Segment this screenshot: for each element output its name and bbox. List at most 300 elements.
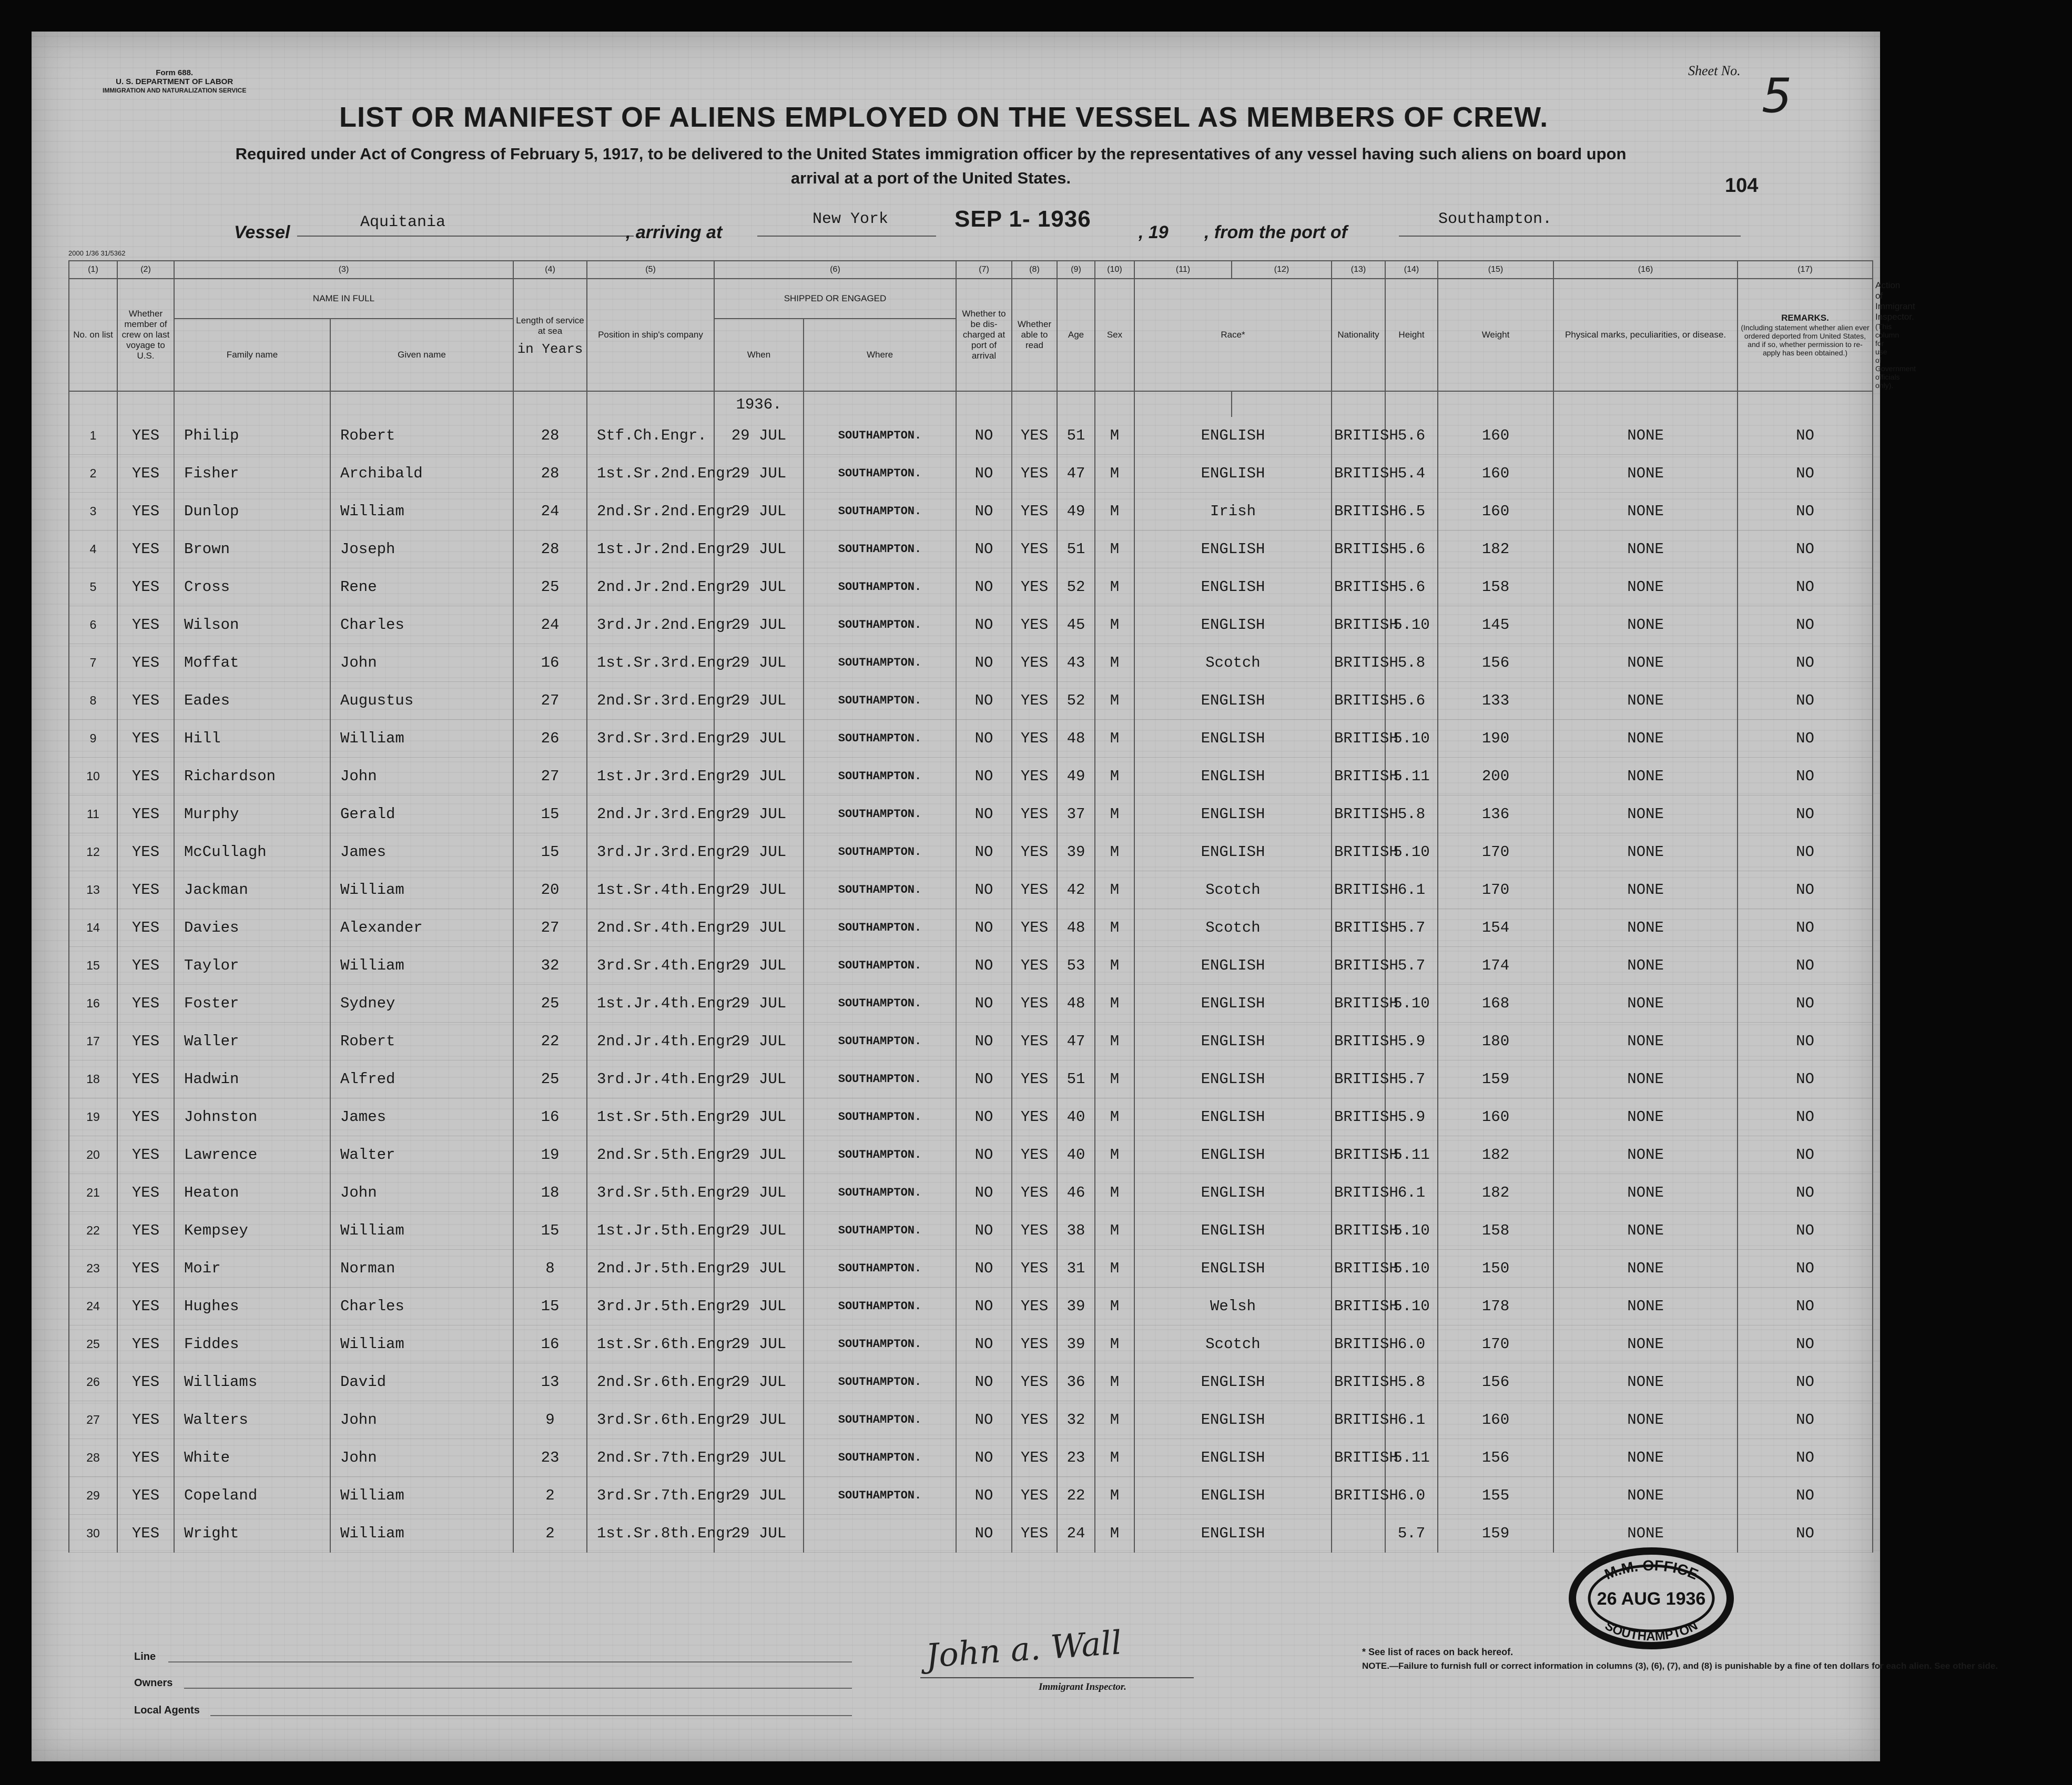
sex-cell: M bbox=[1095, 531, 1134, 568]
position-cell: 2nd.Jr.4th.Engr. bbox=[587, 1023, 714, 1060]
weight-cell: 159 bbox=[1438, 1515, 1553, 1553]
weight-cell: 158 bbox=[1438, 1212, 1553, 1250]
row-number: 7 bbox=[69, 644, 117, 682]
remarks-cell: NO bbox=[1738, 455, 1873, 493]
nationality-cell: BRITISH bbox=[1332, 1174, 1385, 1212]
nationality-cell: BRITISH bbox=[1332, 606, 1385, 644]
able-to-read-cell: YES bbox=[1012, 531, 1057, 568]
family-name-cell: Heaton bbox=[174, 1174, 330, 1212]
col-num-9: (9) bbox=[1057, 261, 1095, 279]
height-cell: 5.6 bbox=[1385, 531, 1438, 568]
position-cell: 1st.Sr.3rd.Engr. bbox=[587, 644, 714, 682]
nationality-cell: BRITISH bbox=[1332, 720, 1385, 758]
age-cell: 31 bbox=[1057, 1250, 1095, 1288]
header-when: When bbox=[714, 319, 804, 391]
family-name-cell: Copeland bbox=[174, 1477, 330, 1515]
height-cell: 5.7 bbox=[1385, 1060, 1438, 1098]
given-name-cell: John bbox=[330, 1439, 513, 1477]
physical-marks-cell: NONE bbox=[1553, 1363, 1738, 1401]
physical-marks-cell: NONE bbox=[1553, 1325, 1738, 1363]
race-cell: ENGLISH bbox=[1134, 720, 1332, 758]
height-cell: 6.1 bbox=[1385, 871, 1438, 909]
header-height: Height bbox=[1385, 279, 1438, 391]
nationality-cell: BRITISH bbox=[1332, 909, 1385, 947]
physical-marks-cell: NONE bbox=[1553, 1060, 1738, 1098]
height-cell: 5.8 bbox=[1385, 1363, 1438, 1401]
service-years-cell: 15 bbox=[513, 795, 587, 833]
shipped-when-cell: 29 JUL bbox=[714, 1098, 804, 1136]
sex-cell: M bbox=[1095, 1363, 1134, 1401]
weight-cell: 160 bbox=[1438, 1401, 1553, 1439]
family-name-cell: Jackman bbox=[174, 871, 330, 909]
weight-cell: 156 bbox=[1438, 1439, 1553, 1477]
last-voyage-cell: YES bbox=[117, 1136, 174, 1174]
row-number: 28 bbox=[69, 1439, 117, 1477]
service-years-cell: 2 bbox=[513, 1515, 587, 1553]
discharged-cell: NO bbox=[956, 1401, 1012, 1439]
col-num-4: (4) bbox=[513, 261, 587, 279]
position-cell: 1st.Sr.2nd.Engr. bbox=[587, 455, 714, 493]
remarks-cell: NO bbox=[1738, 795, 1873, 833]
age-cell: 47 bbox=[1057, 455, 1095, 493]
remarks-cell: NO bbox=[1738, 644, 1873, 682]
crew-row bbox=[69, 1288, 1873, 1325]
height-cell: 5.6 bbox=[1385, 682, 1438, 720]
position-cell: 2nd.Jr.2nd.Engr. bbox=[587, 568, 714, 606]
remarks-cell: NO bbox=[1738, 1401, 1873, 1439]
physical-marks-cell: NONE bbox=[1553, 909, 1738, 947]
height-cell: 5.10 bbox=[1385, 1250, 1438, 1288]
crew-row bbox=[69, 1060, 1873, 1098]
physical-marks-cell: NONE bbox=[1553, 833, 1738, 871]
service-years-cell: 27 bbox=[513, 909, 587, 947]
shipped-when-cell: 29 JUL bbox=[714, 455, 804, 493]
physical-marks-cell: NONE bbox=[1553, 531, 1738, 568]
race-cell: ENGLISH bbox=[1134, 1439, 1332, 1477]
last-voyage-cell: YES bbox=[117, 1439, 174, 1477]
position-cell: 2nd.Jr.3rd.Engr. bbox=[587, 795, 714, 833]
able-to-read-cell: YES bbox=[1012, 1515, 1057, 1553]
service-years-cell: 9 bbox=[513, 1401, 587, 1439]
crew-row bbox=[69, 417, 1873, 455]
nationality-cell: BRITISH bbox=[1332, 417, 1385, 455]
row-number: 27 bbox=[69, 1401, 117, 1439]
service-years-cell: 24 bbox=[513, 493, 587, 531]
sex-cell: M bbox=[1095, 568, 1134, 606]
height-cell: 6.5 bbox=[1385, 493, 1438, 531]
page-title: LIST OR MANIFEST OF ALIENS EMPLOYED ON THE VESSEL AS MEMBERS OF CREW. bbox=[339, 101, 1549, 133]
family-name-cell: Moffat bbox=[174, 644, 330, 682]
line-underline bbox=[168, 1661, 852, 1662]
position-cell: 3rd.Jr.5th.Engr. bbox=[587, 1288, 714, 1325]
service-years-cell: 25 bbox=[513, 985, 587, 1023]
service-years-cell: 25 bbox=[513, 1060, 587, 1098]
physical-marks-cell: NONE bbox=[1553, 871, 1738, 909]
service-years-cell: 27 bbox=[513, 758, 587, 795]
shipped-where-cell: SOUTHAMPTON. bbox=[804, 1060, 956, 1098]
family-name-cell: Hughes bbox=[174, 1288, 330, 1325]
last-voyage-cell: YES bbox=[117, 1325, 174, 1363]
able-to-read-cell: YES bbox=[1012, 1098, 1057, 1136]
col-num-14: (14) bbox=[1385, 261, 1438, 279]
family-name-cell: Philip bbox=[174, 417, 330, 455]
race-cell: Scotch bbox=[1134, 871, 1332, 909]
age-cell: 51 bbox=[1057, 417, 1095, 455]
physical-marks-cell: NONE bbox=[1553, 493, 1738, 531]
header-name-in-full: NAME IN FULL bbox=[174, 279, 513, 319]
header-length-label: Length of service at sea bbox=[516, 315, 584, 336]
race-cell: ENGLISH bbox=[1134, 758, 1332, 795]
nationality-cell: BRITISH bbox=[1332, 758, 1385, 795]
discharged-cell: NO bbox=[956, 682, 1012, 720]
header-shipped-or-engaged: SHIPPED OR ENGAGED bbox=[714, 279, 956, 319]
sheet-label: Sheet No. bbox=[1688, 63, 1741, 78]
service-years-cell: 24 bbox=[513, 606, 587, 644]
nationality-cell: BRITISH bbox=[1332, 833, 1385, 871]
remarks-cell: NO bbox=[1738, 720, 1873, 758]
shipped-where-cell: SOUTHAMPTON. bbox=[804, 909, 956, 947]
able-to-read-cell: YES bbox=[1012, 985, 1057, 1023]
race-cell: ENGLISH bbox=[1134, 1363, 1332, 1401]
given-name-cell: Augustus bbox=[330, 682, 513, 720]
physical-marks-cell: NONE bbox=[1553, 1098, 1738, 1136]
race-cell: ENGLISH bbox=[1134, 1401, 1332, 1439]
shipped-when-cell: 29 JUL bbox=[714, 833, 804, 871]
shipped-where-cell: SOUTHAMPTON. bbox=[804, 606, 956, 644]
crew-row bbox=[69, 1477, 1873, 1515]
race-cell: ENGLISH bbox=[1134, 947, 1332, 985]
given-name-cell: Walter bbox=[330, 1136, 513, 1174]
last-voyage-cell: YES bbox=[117, 1174, 174, 1212]
shipped-when-cell: 29 JUL bbox=[714, 568, 804, 606]
race-cell: ENGLISH bbox=[1134, 1477, 1332, 1515]
col-num-13: (13) bbox=[1332, 261, 1385, 279]
shipped-where-cell: SOUTHAMPTON. bbox=[804, 1212, 956, 1250]
height-cell: 5.4 bbox=[1385, 455, 1438, 493]
position-cell: 2nd.Sr.6th.Engr. bbox=[587, 1363, 714, 1401]
discharged-cell: NO bbox=[956, 568, 1012, 606]
weight-cell: 200 bbox=[1438, 758, 1553, 795]
row-number: 13 bbox=[69, 871, 117, 909]
weight-cell: 178 bbox=[1438, 1288, 1553, 1325]
shipped-where-cell: SOUTHAMPTON. bbox=[804, 1288, 956, 1325]
shipped-where-cell: SOUTHAMPTON. bbox=[804, 1401, 956, 1439]
remarks-cell: NO bbox=[1738, 1174, 1873, 1212]
weight-cell: 182 bbox=[1438, 1136, 1553, 1174]
col-num-5: (5) bbox=[587, 261, 714, 279]
shipped-where-cell: SOUTHAMPTON. bbox=[804, 985, 956, 1023]
height-cell: 5.10 bbox=[1385, 1288, 1438, 1325]
shipped-where-cell: SOUTHAMPTON. bbox=[804, 720, 956, 758]
age-cell: 36 bbox=[1057, 1363, 1095, 1401]
remarks-cell: NO bbox=[1738, 493, 1873, 531]
col-num-16: (16) bbox=[1553, 261, 1738, 279]
service-years-cell: 22 bbox=[513, 1023, 587, 1060]
sex-cell: M bbox=[1095, 909, 1134, 947]
height-cell: 5.10 bbox=[1385, 985, 1438, 1023]
given-name-cell: Norman bbox=[330, 1250, 513, 1288]
nationality-cell: BRITISH bbox=[1332, 1477, 1385, 1515]
sex-cell: M bbox=[1095, 1250, 1134, 1288]
weight-cell: 160 bbox=[1438, 417, 1553, 455]
row-number: 2 bbox=[69, 455, 117, 493]
remarks-cell: NO bbox=[1738, 1439, 1873, 1477]
service-years-cell: 15 bbox=[513, 1212, 587, 1250]
shipped-when-cell: 29 JUL bbox=[714, 606, 804, 644]
physical-marks-cell: NONE bbox=[1553, 758, 1738, 795]
crew-row bbox=[69, 758, 1873, 795]
shipped-where-cell: SOUTHAMPTON. bbox=[804, 493, 956, 531]
last-voyage-cell: YES bbox=[117, 1060, 174, 1098]
discharged-cell: NO bbox=[956, 795, 1012, 833]
crew-row bbox=[69, 1439, 1873, 1477]
given-name-cell: Sydney bbox=[330, 985, 513, 1023]
header-length-of-service bbox=[513, 279, 587, 391]
form-service: IMMIGRATION AND NATURALIZATION SERVICE bbox=[103, 87, 247, 94]
family-name-cell: Eades bbox=[174, 682, 330, 720]
col-num-12: (12) bbox=[1232, 261, 1332, 279]
age-cell: 39 bbox=[1057, 1288, 1095, 1325]
nationality-cell: BRITISH bbox=[1332, 531, 1385, 568]
race-cell: ENGLISH bbox=[1134, 1250, 1332, 1288]
crew-row bbox=[69, 1212, 1873, 1250]
sex-cell: M bbox=[1095, 833, 1134, 871]
age-cell: 49 bbox=[1057, 758, 1095, 795]
race-cell: ENGLISH bbox=[1134, 455, 1332, 493]
last-voyage-cell: YES bbox=[117, 568, 174, 606]
header-remarks-note: (Including statement whether alien ever ordered deported from United States, and if so, whether permission to re-apply has been obtained.) bbox=[1741, 323, 1870, 357]
sex-cell: M bbox=[1095, 1023, 1134, 1060]
agents-underline bbox=[210, 1715, 852, 1716]
family-name-cell: Foster bbox=[174, 985, 330, 1023]
service-years-cell: 8 bbox=[513, 1250, 587, 1288]
penalty-note: NOTE.—Failure to furnish full or correct information in columns (3), (6), (7), and (8) is punishable by a fine of ten dollars for each alien. See other side. bbox=[1362, 1661, 1998, 1671]
last-voyage-cell: YES bbox=[117, 758, 174, 795]
service-years-cell: 25 bbox=[513, 568, 587, 606]
nationality-cell: BRITISH bbox=[1332, 1439, 1385, 1477]
given-name-cell: William bbox=[330, 720, 513, 758]
able-to-read-cell: YES bbox=[1012, 720, 1057, 758]
last-voyage-cell: YES bbox=[117, 1477, 174, 1515]
shipped-when-cell: 29 JUL bbox=[714, 871, 804, 909]
age-cell: 40 bbox=[1057, 1136, 1095, 1174]
sex-cell: M bbox=[1095, 1325, 1134, 1363]
position-cell: 3rd.Jr.2nd.Engr. bbox=[587, 606, 714, 644]
stamp-top-text: M.M. OFFICE bbox=[1602, 1557, 1701, 1583]
discharged-cell: NO bbox=[956, 1288, 1012, 1325]
shipped-where-cell bbox=[804, 1515, 956, 1553]
inspector-signature: John a. Wall bbox=[924, 1623, 1123, 1675]
weight-cell: 182 bbox=[1438, 1174, 1553, 1212]
position-cell: 2nd.Sr.4th.Engr. bbox=[587, 909, 714, 947]
height-cell: 5.7 bbox=[1385, 1515, 1438, 1553]
sex-cell: M bbox=[1095, 1174, 1134, 1212]
remarks-cell: NO bbox=[1738, 1212, 1873, 1250]
physical-marks-cell: NONE bbox=[1553, 1136, 1738, 1174]
races-note: * See list of races on back hereof. bbox=[1362, 1647, 1514, 1657]
family-name-cell: Wilson bbox=[174, 606, 330, 644]
year-label: , 19 bbox=[1139, 222, 1169, 242]
row-number: 30 bbox=[69, 1515, 117, 1553]
position-cell: 1st.Jr.2nd.Engr. bbox=[587, 531, 714, 568]
form-department: U. S. DEPARTMENT OF LABOR bbox=[116, 77, 233, 86]
race-cell: ENGLISH bbox=[1134, 1136, 1332, 1174]
physical-marks-cell: NONE bbox=[1553, 417, 1738, 455]
race-cell: ENGLISH bbox=[1134, 1098, 1332, 1136]
sex-cell: M bbox=[1095, 493, 1134, 531]
family-name-cell: McCullagh bbox=[174, 833, 330, 871]
col-num-7: (7) bbox=[956, 261, 1012, 279]
discharged-cell: NO bbox=[956, 1023, 1012, 1060]
age-cell: 23 bbox=[1057, 1439, 1095, 1477]
row-number: 20 bbox=[69, 1136, 117, 1174]
physical-marks-cell: NONE bbox=[1553, 1023, 1738, 1060]
age-cell: 39 bbox=[1057, 1325, 1095, 1363]
able-to-read-cell: YES bbox=[1012, 568, 1057, 606]
position-cell: 2nd.Sr.2nd.Engr. bbox=[587, 493, 714, 531]
header-able-to-read: Whether able to read bbox=[1012, 279, 1057, 391]
physical-marks-cell: NONE bbox=[1553, 947, 1738, 985]
row-number: 18 bbox=[69, 1060, 117, 1098]
able-to-read-cell: YES bbox=[1012, 795, 1057, 833]
service-years-cell: 15 bbox=[513, 833, 587, 871]
weight-cell: 156 bbox=[1438, 1363, 1553, 1401]
weight-cell: 174 bbox=[1438, 947, 1553, 985]
discharged-cell: NO bbox=[956, 985, 1012, 1023]
arriving-port: New York bbox=[812, 210, 889, 228]
given-name-cell: John bbox=[330, 758, 513, 795]
nationality-cell: BRITISH bbox=[1332, 947, 1385, 985]
shipped-when-cell: 29 JUL bbox=[714, 720, 804, 758]
family-name-cell: Walters bbox=[174, 1401, 330, 1439]
crew-row bbox=[69, 795, 1873, 833]
remarks-cell: NO bbox=[1738, 417, 1873, 455]
race-cell: ENGLISH bbox=[1134, 568, 1332, 606]
family-name-cell: Murphy bbox=[174, 795, 330, 833]
discharged-cell: NO bbox=[956, 1174, 1012, 1212]
discharged-cell: NO bbox=[956, 1098, 1012, 1136]
remarks-cell: NO bbox=[1738, 1325, 1873, 1363]
sex-cell: M bbox=[1095, 682, 1134, 720]
weight-cell: 170 bbox=[1438, 1325, 1553, 1363]
height-cell: 5.11 bbox=[1385, 1136, 1438, 1174]
sex-cell: M bbox=[1095, 758, 1134, 795]
header-numbers-row bbox=[69, 261, 1873, 279]
physical-marks-cell: NONE bbox=[1553, 985, 1738, 1023]
discharged-cell: NO bbox=[956, 1477, 1012, 1515]
family-name-cell: Cross bbox=[174, 568, 330, 606]
race-cell: Irish bbox=[1134, 493, 1332, 531]
weight-cell: 160 bbox=[1438, 455, 1553, 493]
year-row bbox=[69, 391, 1873, 417]
height-cell: 5.11 bbox=[1385, 1439, 1438, 1477]
crew-row bbox=[69, 833, 1873, 871]
able-to-read-cell: YES bbox=[1012, 1212, 1057, 1250]
weight-cell: 168 bbox=[1438, 985, 1553, 1023]
stamp-bottom-text: SOUTHAMPTON bbox=[1602, 1618, 1700, 1644]
given-name-cell: John bbox=[330, 1401, 513, 1439]
shipped-when-cell: 29 JUL bbox=[714, 1136, 804, 1174]
given-name-cell: John bbox=[330, 644, 513, 682]
shipped-when-cell: 29 JUL bbox=[714, 531, 804, 568]
service-years-cell: 27 bbox=[513, 682, 587, 720]
shipped-where-cell: SOUTHAMPTON. bbox=[804, 644, 956, 682]
sex-cell: M bbox=[1095, 1401, 1134, 1439]
nationality-cell: BRITISH bbox=[1332, 493, 1385, 531]
shipped-when-cell: 29 JUL bbox=[714, 417, 804, 455]
service-years-cell: 13 bbox=[513, 1363, 587, 1401]
form-number: Form 688. bbox=[156, 68, 194, 77]
shipped-where-cell: SOUTHAMPTON. bbox=[804, 682, 956, 720]
shipped-when-cell: 29 JUL bbox=[714, 1515, 804, 1553]
physical-marks-cell: NONE bbox=[1553, 720, 1738, 758]
physical-marks-cell: NONE bbox=[1553, 644, 1738, 682]
crew-row bbox=[69, 1250, 1873, 1288]
discharged-cell: NO bbox=[956, 455, 1012, 493]
row-number: 29 bbox=[69, 1477, 117, 1515]
remarks-cell: NO bbox=[1738, 682, 1873, 720]
sex-cell: M bbox=[1095, 1288, 1134, 1325]
age-cell: 39 bbox=[1057, 833, 1095, 871]
race-cell: ENGLISH bbox=[1134, 606, 1332, 644]
shipped-when-cell: 29 JUL bbox=[714, 1401, 804, 1439]
family-name-cell: Wright bbox=[174, 1515, 330, 1553]
row-number: 8 bbox=[69, 682, 117, 720]
discharged-cell: NO bbox=[956, 1363, 1012, 1401]
position-cell: 2nd.Sr.5th.Engr. bbox=[587, 1136, 714, 1174]
service-years-cell: 15 bbox=[513, 1288, 587, 1325]
given-name-cell: Robert bbox=[330, 1023, 513, 1060]
shipped-where-cell: SOUTHAMPTON. bbox=[804, 947, 956, 985]
row-number: 21 bbox=[69, 1174, 117, 1212]
last-voyage-cell: YES bbox=[117, 871, 174, 909]
race-cell: ENGLISH bbox=[1134, 833, 1332, 871]
discharged-cell: NO bbox=[956, 417, 1012, 455]
sex-cell: M bbox=[1095, 606, 1134, 644]
shipped-where-cell: SOUTHAMPTON. bbox=[804, 531, 956, 568]
crew-row bbox=[69, 1098, 1873, 1136]
physical-marks-cell: NONE bbox=[1553, 1515, 1738, 1553]
race-cell: ENGLISH bbox=[1134, 795, 1332, 833]
shipped-when-cell: 29 JUL bbox=[714, 1212, 804, 1250]
physical-marks-cell: NONE bbox=[1553, 606, 1738, 644]
crew-row bbox=[69, 1363, 1873, 1401]
family-name-cell: Hadwin bbox=[174, 1060, 330, 1098]
given-name-cell: John bbox=[330, 1174, 513, 1212]
col-num-10: (10) bbox=[1095, 261, 1134, 279]
remarks-cell: NO bbox=[1738, 1098, 1873, 1136]
able-to-read-cell: YES bbox=[1012, 1363, 1057, 1401]
position-cell: 3rd.Sr.7th.Engr. bbox=[587, 1477, 714, 1515]
given-name-cell: William bbox=[330, 493, 513, 531]
physical-marks-cell: NONE bbox=[1553, 568, 1738, 606]
local-agents-label: Local Agents bbox=[134, 1705, 200, 1716]
discharged-cell: NO bbox=[956, 1212, 1012, 1250]
last-voyage-cell: YES bbox=[117, 1023, 174, 1060]
service-years-cell: 16 bbox=[513, 1098, 587, 1136]
shipped-when-cell: 29 JUL bbox=[714, 1477, 804, 1515]
from-port-underline bbox=[1399, 236, 1741, 237]
able-to-read-cell: YES bbox=[1012, 682, 1057, 720]
nationality-cell: BRITISH bbox=[1332, 985, 1385, 1023]
sex-cell: M bbox=[1095, 985, 1134, 1023]
last-voyage-cell: YES bbox=[117, 606, 174, 644]
sex-cell: M bbox=[1095, 1477, 1134, 1515]
col-num-3: (3) bbox=[174, 261, 513, 279]
discharged-cell: NO bbox=[956, 531, 1012, 568]
last-voyage-cell: YES bbox=[117, 1515, 174, 1553]
able-to-read-cell: YES bbox=[1012, 1060, 1057, 1098]
